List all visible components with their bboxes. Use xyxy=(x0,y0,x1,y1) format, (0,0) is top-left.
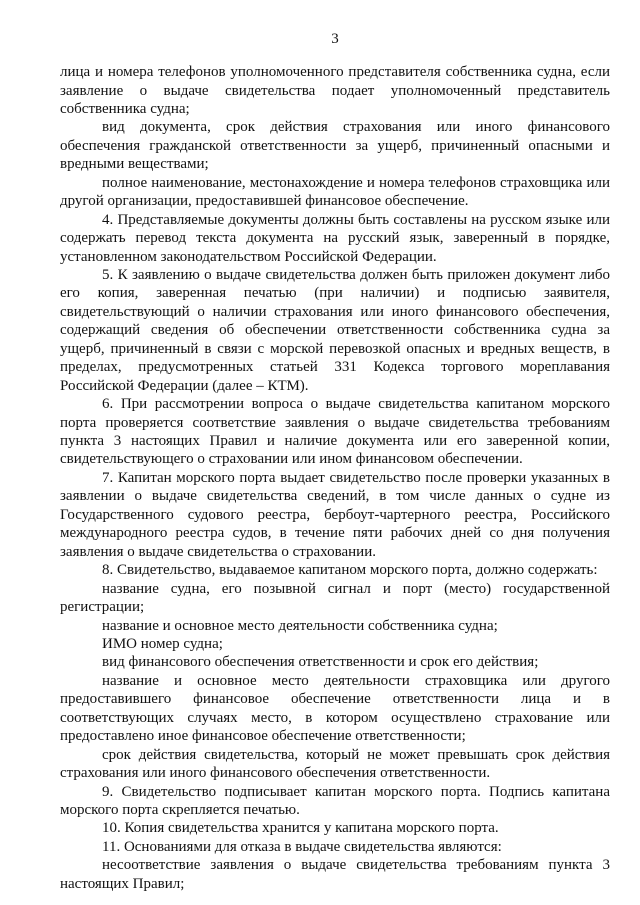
text-line: соответствующих случаях место, в котором осуществлено страхование или xyxy=(60,709,610,726)
text-line: морского порта скрепляется печатью. xyxy=(60,802,300,818)
document-page xyxy=(60,0,610,905)
text-line: срок действия свидетельства, который не может превышать срок действия xyxy=(102,746,610,763)
text-line: содержащий сведения об обеспечении ответственности собственника судна за xyxy=(60,322,610,339)
text-line: пределах, предусмотренных статьей 331 Кодекса торгового мореплавания xyxy=(60,359,610,376)
text-line: 4. Представляемые документы должны быть составлены на русском языке или xyxy=(102,211,610,228)
text-line: содержать перевод текста документа на русский язык, заверенный в порядке, xyxy=(60,230,610,246)
text-line: 5. К заявлению о выдаче свидетельства должен быть приложен документ либо xyxy=(102,266,610,283)
text-line: 11. Основаниями для отказа в выдаче свидетельства являются: xyxy=(102,838,502,855)
text-line: свидетельствующий о наличии страхования или иного финансового обеспечения, xyxy=(60,303,610,320)
text-line: Государственного судового реестра, бербоут-чартерного реестра, Российского xyxy=(60,506,610,523)
text-line: заявления о выдаче свидетельства о страховании. xyxy=(60,543,376,560)
text-line: собственника судна; xyxy=(60,100,190,117)
text-line: вид документа, срок действия страхования или иного финансового xyxy=(102,119,610,136)
text-line: вид финансового обеспечения ответственности и срок его действия; xyxy=(102,654,539,671)
text-line: ИМО номер судна; xyxy=(102,635,223,652)
text-line: заявлении о выдаче свидетельства сведений, в том числе данных о судне из xyxy=(60,488,610,505)
text-line: название и основное место деятельности собственника судна; xyxy=(102,617,498,634)
text-line: 8. Свидетельство, выдаваемое капитаном морского порта, должно содержать: xyxy=(102,562,598,579)
text-line: обеспечения гражданской ответственности за ущерб, причиненный опасными и xyxy=(60,137,610,154)
text-line: другой организации, предоставившей финансовое обеспечение. xyxy=(60,193,469,210)
text-line: пункта 3 настоящих Правил и наличие документа или его заверенной копии, xyxy=(60,433,610,449)
text-line: 7. Капитан морского порта выдает свидетельство после проверки указанных в xyxy=(102,469,610,486)
text-line: международного реестра судов, в течение пяти рабочих дней со дня получения xyxy=(60,525,610,542)
text-line: регистрации; xyxy=(60,599,145,615)
text-line: название и основное место деятельности страховщика или другого xyxy=(102,672,610,689)
text-line: страхования или иного финансового обеспечения ответственности. xyxy=(60,765,491,782)
text-line: 6. При рассмотрении вопроса о выдаче свидетельства капитаном морского xyxy=(102,396,610,413)
text-line: его копия, заверенная печатью (при наличии) и подписью заявителя, xyxy=(60,285,610,302)
text-line: установленном законодательством Российской Федерации. xyxy=(60,248,437,265)
page-number: 3 xyxy=(331,31,339,47)
text-line: 10. Копия свидетельства хранится у капитана морского порта. xyxy=(102,820,499,837)
text-line: настоящих Правил; xyxy=(60,875,185,892)
text-line: вредными веществами; xyxy=(60,156,209,173)
text-line: несоответствие заявления о выдаче свидетельства требованиям пункта 3 xyxy=(102,857,610,874)
text-line: лица и номера телефонов уполномоченного представителя собственника судна, если xyxy=(60,64,610,80)
text-line: предоставлено иное финансовое обеспечение ответственности; xyxy=(60,728,466,745)
text-line: свидетельствующего о страховании или ином финансовом обеспечении. xyxy=(60,451,523,468)
text-line: полное наименование, местонахождение и номера телефонов страховщика или xyxy=(102,174,610,191)
text-line: порта проверяется соответствие заявления о выдаче свидетельства требованиям xyxy=(60,414,610,431)
text-line: Российской Федерации (далее – КТМ). xyxy=(60,377,309,394)
text-line: 9. Свидетельство подписывает капитан морского порта. Подпись капитана xyxy=(102,783,610,800)
text-line: заявление о выдаче свидетельства подает уполномоченный представитель xyxy=(60,82,610,99)
text-line: название судна, его позывной сигнал и порт (место) государственной xyxy=(102,580,610,597)
text-line: предоставившего финансовое обеспечение ответственности лица и в xyxy=(60,691,610,708)
text-line: ущерб, причиненный в связи с морской перевозкой опасных и вредных веществ, в xyxy=(60,340,610,357)
